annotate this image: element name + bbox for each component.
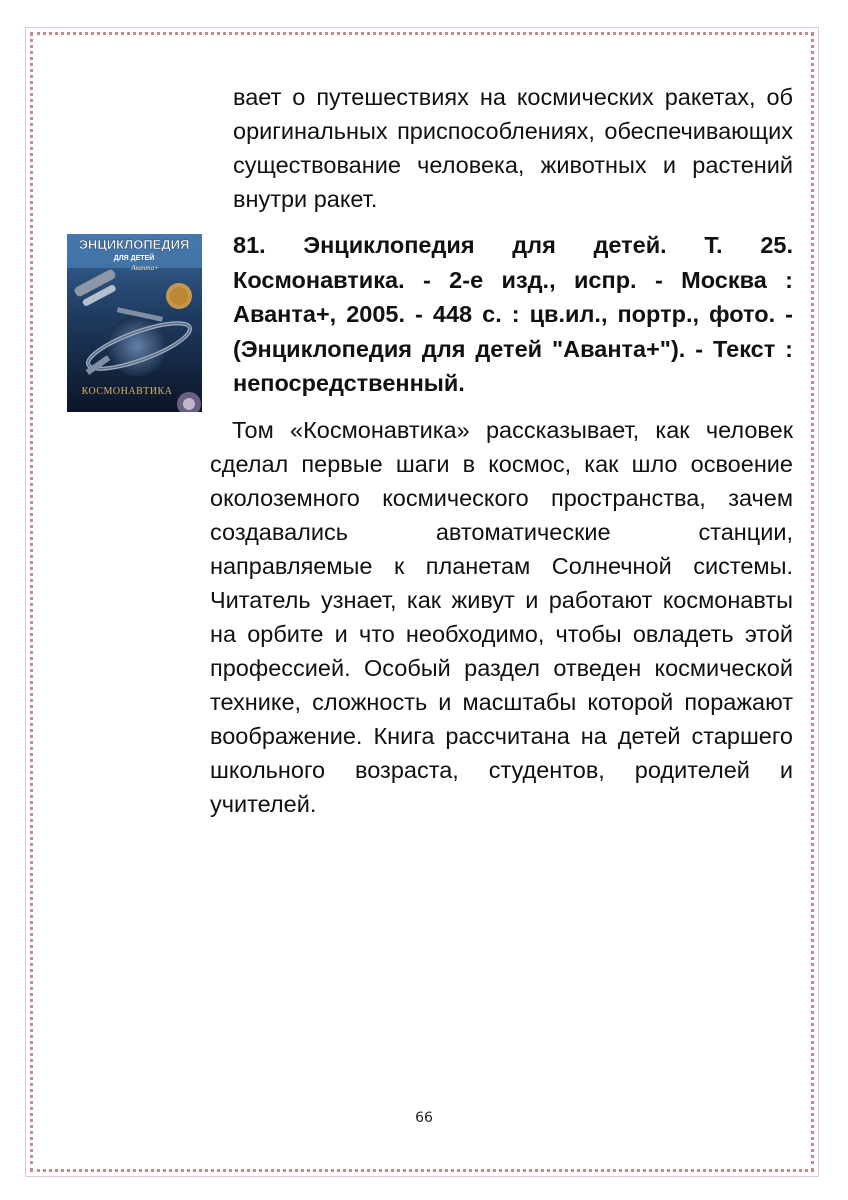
- cover-title-line2: ДЛЯ ДЕТЕЙ: [113, 255, 155, 262]
- page-number: 66: [415, 1110, 433, 1126]
- book-description: Том «Космонавтика» рассказывает, как человек сделал первые шаги в космос, как шло освоение околоземного космического пространства, зачем создавались автоматические станции, направляемые к планетам Солнечной системы. Читатель узнает, как живут и работают космонавты на орбите и что необходимо, чтобы овладеть этой профессией. Особый раздел отведен космической технике, сложность и масштабы которой поражают воображение. Книга рассчитана на детей старшего школьного возраста, студентов, родителей и учителей.: [210, 417, 793, 817]
- intro-paragraph: вает о путешествиях на космических ракетах, об оригинальных приспособлениях, обеспечивающих существование человека, животных и растений внутри ракет.: [233, 84, 793, 212]
- book-cover-image: [67, 234, 202, 412]
- cover-publisher: Аванта+: [131, 264, 159, 272]
- cover-subtitle: КОСМОНАВТИКА: [81, 386, 173, 397]
- cover-title-line1: ЭНЦИКЛОПЕДИЯ: [78, 237, 190, 252]
- bibliography-entry: 81. Энциклопедия для детей. Т. 25. Космонавтика. - 2-е изд., испр. - Москва : Аванта+, 2005. - 448 с. : цв.ил., портр., фото. - (Энциклопедия для детей "Аванта+"). - Текст : непосредственный.: [233, 232, 793, 396]
